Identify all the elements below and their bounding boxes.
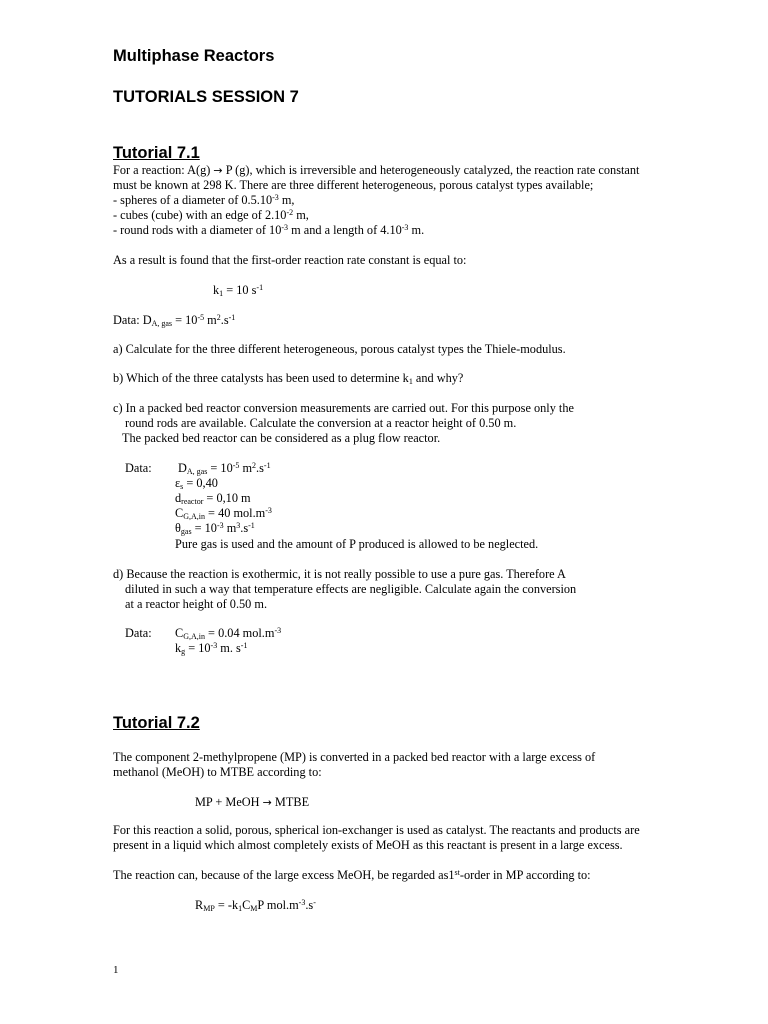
catalyst-cubes: - cubes (cube) with an edge of $2.10^{-2}$ m, [113, 208, 309, 222]
k1-equation: $k_1 = 10$ $s^{-1}$ [213, 283, 264, 298]
data-diffusivity: Data: $D_{A, gas} = 10^{-5}$ $m^2.s^{-1}$ [113, 313, 236, 328]
catalyst-rods: - round rods with a diameter of $10^{-3}$ m and a length of $4.10^{-3}$ m. [113, 223, 425, 237]
session-title: TUTORIALS SESSION 7 [113, 88, 299, 106]
t2-intro-line-1: The component 2-methylpropene (MP) is converted in a packed bed reactor with a large excess of [113, 750, 596, 764]
d-data-mass-transfer: $k_g = 10^{-3}$ m. $s^{-1}$ [175, 641, 248, 656]
arrow-icon: → [213, 164, 223, 177]
question-b: b) Which of the three catalysts has been used to determine $k_1$ and why? [113, 371, 464, 386]
c-data-gas-flow: $\theta_{gas} = 10^{-3}$ $m^3.s^{-1}$ [175, 521, 255, 536]
intro-line-2: must be known at 298 K. There are three different heterogeneous, porous catalyst types available; [113, 178, 594, 192]
question-c-line-3: The packed bed reactor can be considered as a plug flow reactor. [122, 431, 441, 445]
t2-intro-line-2: methanol (MeOH) to MTBE according to: [113, 765, 322, 779]
question-d-line-3: at a reactor height of 0.50 m. [125, 597, 268, 611]
data-label-d: Data: [125, 626, 152, 640]
data-label-c: Data: [125, 461, 152, 475]
t2-catalyst-line-2: present in a liquid which almost completely exists of MeOH as this reactant is present in a large excess. [113, 838, 623, 852]
c-data-concentration: $C_{G,A,in} = 40$ $mol.m^{-3}$ [175, 506, 272, 521]
c-data-reactor-diameter: $d_{reactor} = 0,10$ m [175, 491, 251, 506]
c-data-diffusivity: $D_{A, gas} = 10^{-5}$ $m^2.s^{-1}$ [178, 461, 271, 476]
arrow-icon: → [262, 796, 272, 809]
t2-reaction-equation: MP + MeOH → MTBE [195, 795, 310, 809]
intro-line-1: For a reaction: A(g) → P (g), which is irreversible and heterogeneously catalyzed, the reaction rate constant [113, 163, 640, 177]
t2-catalyst-line-1: For this reaction a solid, porous, spherical ion-exchanger is used as catalyst. The reactants and products are [113, 823, 640, 837]
t2-rate-equation: $R_{MP} = -k_1C_MP$ $mol.m^{-3}.s^-$ [195, 898, 316, 913]
page-number: 1 [113, 964, 119, 976]
t2-order-text: The reaction can, because of the large excess MeOH, be regarded as1st-order in MP according to: [113, 868, 591, 882]
c-data-porosity: $\varepsilon_s = 0,40$ [175, 476, 218, 491]
d-data-concentration: $C_{G,A,in} = 0.04$ $mol.m^{-3}$ [175, 626, 282, 641]
question-a: a) Calculate for the three different heterogeneous, porous catalyst types the Thiele-modulus. [113, 342, 566, 356]
catalyst-spheres: - spheres of a diameter of $0.5.10^{-3}$ m, [113, 193, 295, 207]
question-d-line-1: d) Because the reaction is exothermic, it is not really possible to use a pure gas. Therefore A [113, 567, 566, 581]
question-d-line-2: diluted in such a way that temperature effects are negligible. Calculate again the conversion [125, 582, 577, 596]
document-title: Multiphase Reactors [113, 47, 275, 65]
c-data-pure-gas-note: Pure gas is used and the amount of P produced is allowed to be neglected. [175, 537, 539, 551]
question-c-line-1: c) In a packed bed reactor conversion measurements are carried out. For this purpose only the [113, 401, 574, 415]
question-c-line-2: round rods are available. Calculate the conversion at a reactor height of 0.50 m. [125, 416, 517, 430]
result-text: As a result is found that the first-order reaction rate constant is equal to: [113, 253, 467, 267]
tutorial-7-2-heading: Tutorial 7.2 [113, 714, 200, 732]
tutorial-7-1-heading: Tutorial 7.1 [113, 144, 200, 162]
